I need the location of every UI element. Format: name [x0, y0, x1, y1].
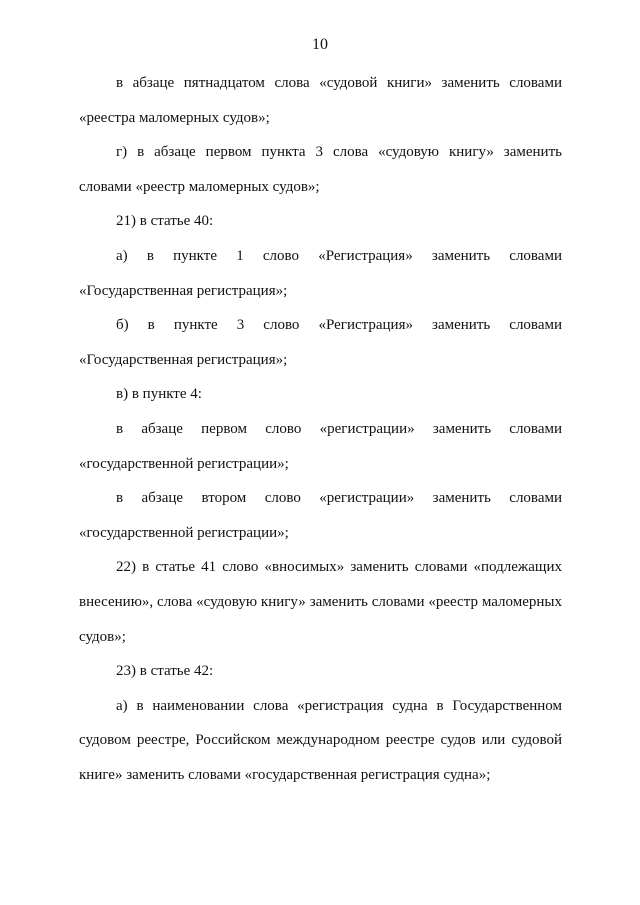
text-line: 22) в статье 41 слово «вносимых» заменить словами «подлежащих [116, 559, 562, 576]
paragraph [79, 383, 562, 418]
text-line: г) в абзаце первом пункта 3 слова «судовую книгу» заменить [116, 144, 562, 161]
document-body [79, 72, 562, 798]
paragraph [79, 314, 562, 383]
text-line: в абзаце первом слово «регистрации» заменить словами [116, 420, 562, 437]
paragraph [79, 556, 562, 660]
text-line: б) в пункте 3 слово «Регистрация» заменить словами [116, 317, 562, 334]
text-line: судовом реестре, Российском международном реестре судов или судовой [79, 732, 562, 749]
text-line: «Государственная регистрация»; [79, 351, 288, 368]
text-line: в абзаце пятнадцатом слова «судовой книги» заменить словами [116, 75, 562, 91]
paragraph [79, 141, 562, 210]
page-number: 10 [312, 36, 328, 53]
paragraph [79, 660, 562, 695]
text-line: а) в наименовании слова «регистрация судна в Государственном [116, 697, 562, 714]
paragraph [79, 695, 562, 799]
text-line: «государственной регистрации»; [79, 455, 289, 472]
text-line: «реестра маломерных судов»; [79, 109, 270, 126]
text-line: «государственной регистрации»; [79, 524, 289, 541]
text-line: 21) в статье 40: [116, 213, 214, 230]
paragraph [79, 487, 562, 556]
text-line: внесению», слова «судовую книгу» заменить словами «реестр маломерных [79, 593, 562, 610]
paragraph [79, 210, 562, 245]
text-line: в абзаце втором слово «регистрации» заменить словами [116, 490, 562, 507]
text-line: «Государственная регистрация»; [79, 282, 288, 299]
paragraph [79, 72, 562, 141]
text-line: 23) в статье 42: [116, 663, 214, 680]
text-line: словами «реестр маломерных судов»; [79, 178, 320, 195]
text-line: в) в пункте 4: [116, 386, 202, 403]
text-line: судов»; [79, 628, 126, 645]
paragraph [79, 418, 562, 487]
text-line: а) в пункте 1 слово «Регистрация» заменить словами [116, 247, 562, 264]
text-line: книге» заменить словами «государственная регистрация судна»; [79, 766, 491, 783]
paragraph [79, 245, 562, 314]
